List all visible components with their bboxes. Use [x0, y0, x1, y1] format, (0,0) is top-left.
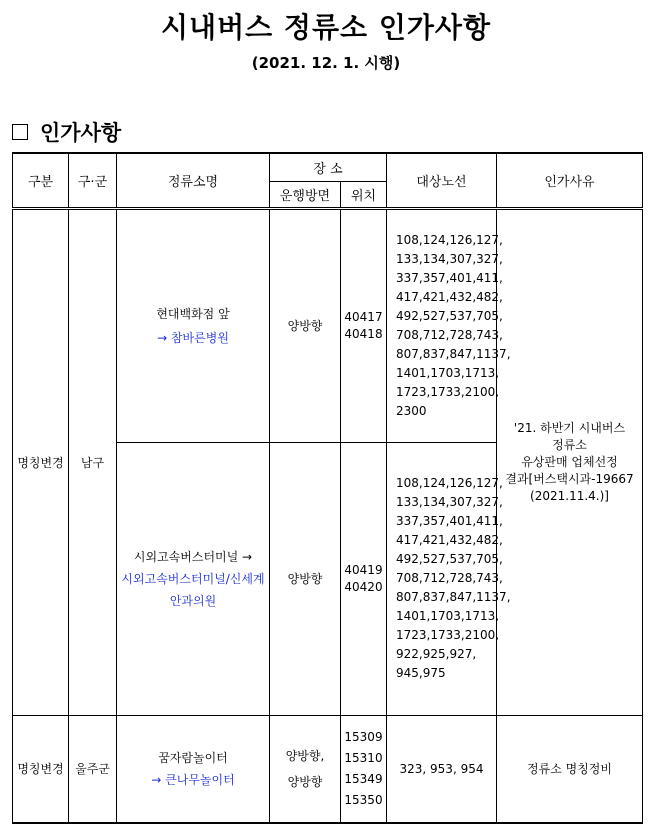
- cell-direction: 양방향: [270, 442, 341, 715]
- cell-stop-name: [117, 715, 270, 823]
- route-line: 133,134,307,327,: [396, 251, 503, 266]
- document-subtitle: (2021. 12. 1. 시행): [251, 54, 401, 72]
- header-location: 장 소: [270, 153, 387, 181]
- cell-district: 울주군: [69, 715, 117, 823]
- route-line: 708,712,728,743,: [396, 327, 503, 342]
- position-code: 40417: [344, 309, 383, 324]
- cell-direction: [270, 715, 341, 823]
- header-reason: 인가사유: [497, 153, 643, 208]
- route-line: 2300: [396, 403, 427, 418]
- route-line: 492,527,537,705,: [396, 552, 503, 566]
- route-line: 417,421,432,482,: [396, 289, 503, 304]
- stop-new-name: 안과의원: [169, 593, 217, 608]
- cell-routes: [387, 208, 511, 442]
- stop-old-name: 시외고속버스터미널 →: [133, 549, 253, 564]
- header-direction: 운행방면: [270, 181, 341, 208]
- cell-direction: 양방향: [270, 208, 341, 442]
- route-line: 1723,1733,2100,: [396, 628, 500, 642]
- route-line: 337,357,401,411,: [396, 270, 503, 285]
- position-code: 15349: [344, 771, 383, 786]
- route-line: 337,357,401,411,: [396, 514, 503, 528]
- direction-line: 양방향: [287, 774, 323, 789]
- square-bullet-icon: [12, 124, 28, 140]
- cell-position: [341, 208, 387, 442]
- stop-new-name: → 큰나무놀이터: [151, 772, 235, 787]
- cell-stop-name: [117, 442, 270, 715]
- position-code: 40420: [344, 579, 383, 594]
- reason-line: '21. 하반기 시내버스: [513, 420, 626, 435]
- header-category: 구분: [13, 153, 69, 208]
- route-line: 708,712,728,743,: [396, 571, 503, 585]
- stop-old-name: 꿈자람놀이터: [158, 750, 228, 765]
- route-line: 807,837,847,1137,: [396, 590, 511, 604]
- route-line: 133,134,307,327,: [396, 495, 503, 509]
- cell-district: 남구: [69, 208, 117, 715]
- direction-line: 양방향,: [285, 748, 325, 763]
- cell-category: 명칭변경: [13, 715, 69, 823]
- table-row: [13, 208, 643, 442]
- header-district: 구·군: [69, 153, 117, 208]
- header-position: 위치: [341, 181, 387, 208]
- position-code: 15310: [344, 750, 383, 765]
- position-code: 15350: [344, 792, 383, 807]
- route-line: 1401,1703,1713,: [396, 609, 500, 623]
- route-line: 108,124,126,127,: [396, 476, 503, 490]
- header-row-1: [13, 153, 643, 181]
- route-line: 1401,1703,1713,: [396, 365, 500, 380]
- reason-line: 정류소: [552, 437, 587, 452]
- approval-table: [12, 152, 643, 824]
- cell-routes: 323, 953, 954: [387, 715, 497, 823]
- cell-routes: [387, 442, 511, 715]
- reason-line: 유상판매 업체선정: [521, 454, 618, 469]
- reason-line: 결과[버스택시과-19667: [505, 471, 634, 486]
- cell-category: 명칭변경: [13, 208, 69, 715]
- route-line: 1723,1733,2100,: [396, 384, 500, 399]
- cell-reason: 정류소 명칭정비: [497, 715, 643, 823]
- cell-position: [341, 442, 387, 715]
- stop-new-name: → 참바른병원: [157, 330, 229, 345]
- cell-reason-shared: [497, 208, 643, 715]
- section-heading: [12, 117, 121, 147]
- table-row: [13, 715, 643, 823]
- reason-line: (2021.11.4.)]: [530, 488, 609, 503]
- section-heading-label: 인가사항: [40, 121, 122, 145]
- header-routes: 대상노선: [387, 153, 497, 208]
- position-code: 40418: [344, 326, 383, 341]
- cell-position: [341, 715, 387, 823]
- route-line: 945,975: [396, 666, 446, 680]
- route-line: 417,421,432,482,: [396, 533, 503, 547]
- route-line: 807,837,847,1137,: [396, 346, 511, 361]
- cell-stop-name: [117, 208, 270, 442]
- route-line: 492,527,537,705,: [396, 308, 503, 323]
- position-code: 40419: [344, 562, 383, 577]
- document-title: 시내버스 정류소 인가사항: [160, 11, 492, 44]
- route-line: 108,124,126,127,: [396, 232, 503, 247]
- position-code: 15309: [344, 729, 383, 744]
- stop-old-name: 현대백화점 앞: [156, 306, 230, 321]
- route-line: 922,925,927,: [396, 647, 477, 661]
- stop-new-name: 시외고속버스터미널/신세계: [121, 571, 265, 586]
- header-stop-name: 정류소명: [117, 153, 270, 208]
